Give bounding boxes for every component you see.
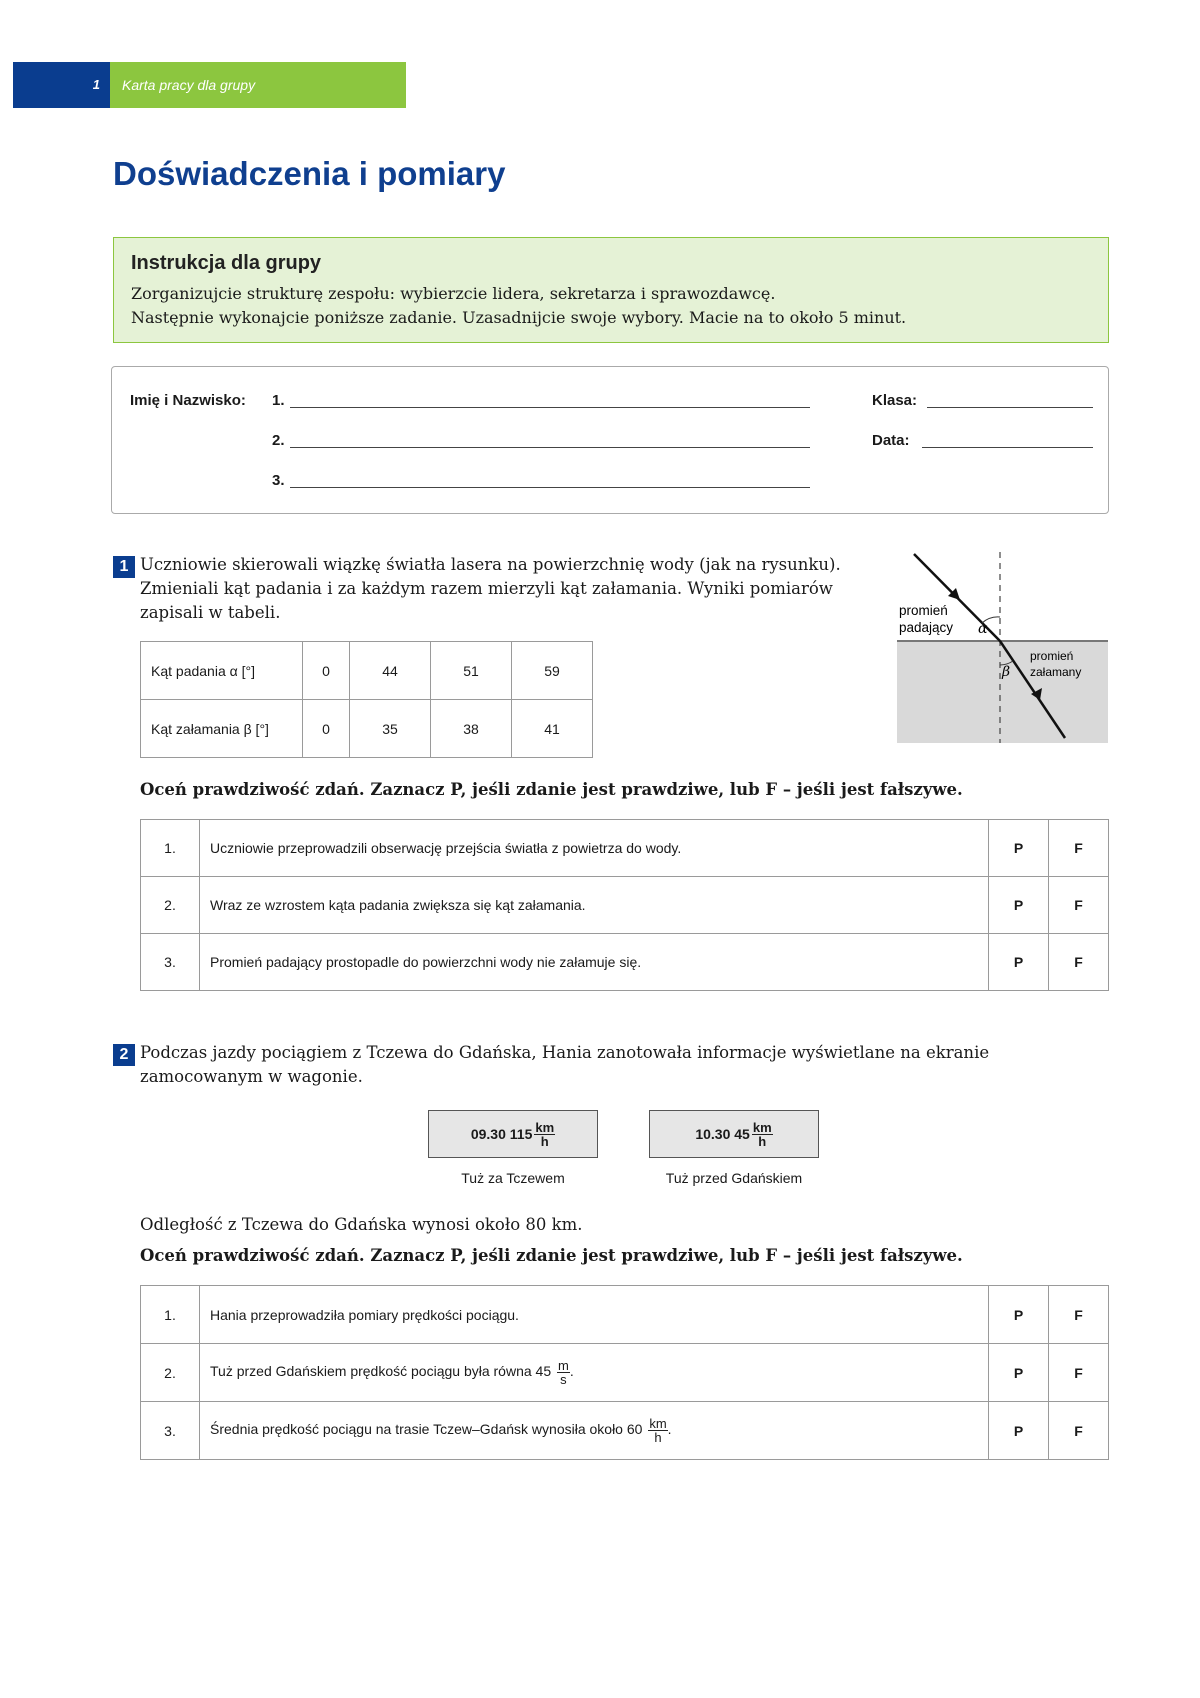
true-option[interactable]: P bbox=[989, 877, 1049, 934]
class-label: Klasa: bbox=[872, 392, 918, 409]
alpha-label: α bbox=[978, 621, 988, 637]
unit-denominator: h bbox=[654, 1430, 662, 1445]
name-row-2-line[interactable] bbox=[290, 447, 810, 448]
train-display-2 bbox=[649, 1110, 819, 1158]
statement-period: . bbox=[667, 1421, 672, 1438]
train-display-1 bbox=[428, 1110, 598, 1158]
student-info-box bbox=[111, 366, 1109, 514]
false-option[interactable]: F bbox=[1049, 820, 1109, 877]
angle-table bbox=[140, 641, 593, 758]
angle-table-row1-label: Kąt padania α [°] bbox=[141, 642, 303, 700]
statement-text: Średnia prędkość pociągu na trasie Tczew–Gdańsk wynosiła około 60 bbox=[210, 1421, 643, 1438]
unit-denominator: h bbox=[758, 1133, 767, 1149]
false-option[interactable]: F bbox=[1049, 934, 1109, 991]
statement-text: Hania przeprowadziła pomiary prędkości pociągu. bbox=[200, 1286, 989, 1344]
statement-row bbox=[141, 934, 1109, 991]
true-option[interactable]: P bbox=[989, 934, 1049, 991]
train-display-1-value: 09.30 115 bbox=[470, 1126, 533, 1142]
true-option[interactable]: P bbox=[989, 1344, 1049, 1402]
false-option[interactable]: F bbox=[1049, 1286, 1109, 1344]
statement-text-cell bbox=[200, 1402, 989, 1460]
train-display-2-value: 10.30 45 bbox=[695, 1126, 750, 1142]
header-label: Karta pracy dla grupy bbox=[122, 77, 256, 93]
name-row-2-number: 2. bbox=[272, 432, 285, 449]
true-option[interactable]: P bbox=[989, 1286, 1049, 1344]
statement-text: Tuż przed Gdańskiem prędkość pociągu była równa 45 bbox=[210, 1363, 552, 1380]
angle-table-cell: 41 bbox=[511, 700, 592, 758]
beta-label: β bbox=[1002, 664, 1011, 680]
distance-text: Odległość z Tczewa do Gdańska wynosi około 80 km. bbox=[140, 1215, 583, 1234]
statement-row bbox=[141, 1344, 1109, 1402]
false-option[interactable]: F bbox=[1049, 1402, 1109, 1460]
unit-denominator: h bbox=[540, 1133, 549, 1149]
angle-table-cell: 51 bbox=[431, 642, 512, 700]
question-1-badge: 1 bbox=[113, 556, 135, 578]
statement-number: 3. bbox=[141, 1402, 200, 1460]
angle-table-cell: 0 bbox=[303, 642, 350, 700]
unit-numerator: km bbox=[649, 1416, 667, 1431]
statement-text: Promień padający prostopadle do powierzchni wody nie załamuje się. bbox=[200, 934, 989, 991]
unit-numerator: km bbox=[535, 1119, 555, 1135]
true-option[interactable]: P bbox=[989, 1402, 1049, 1460]
question-1-text-line-1: Uczniowie skierowali wiązkę światła lasera na powierzchnię wody (jak na rysunku). bbox=[140, 555, 841, 574]
false-option[interactable]: F bbox=[1049, 1344, 1109, 1402]
angle-table-cell: 35 bbox=[350, 700, 431, 758]
name-row-1-number: 1. bbox=[272, 392, 285, 409]
statement-number: 3. bbox=[141, 934, 200, 991]
statement-text: Uczniowie przeprowadzili obserwację przejścia światła z powietrza do wody. bbox=[200, 820, 989, 877]
instruction-line-1: Zorganizujcie strukturę zespołu: wybierzcie lidera, sekretarza i sprawozdawcę. bbox=[131, 284, 776, 303]
question-1-text-line-3: zapisali w tabeli. bbox=[140, 603, 281, 622]
question-2-text-line-1: Podczas jazdy pociągiem z Tczewa do Gdańska, Hania zanotowała informacje wyświetlane na ekranie bbox=[140, 1043, 990, 1062]
statement-period: . bbox=[569, 1363, 574, 1380]
angle-table-cell: 44 bbox=[350, 642, 431, 700]
train-display-2-unit bbox=[752, 1121, 773, 1148]
speed-unit-fraction bbox=[648, 1417, 667, 1444]
unit-numerator: km bbox=[752, 1119, 772, 1135]
unit-denominator: s bbox=[560, 1372, 567, 1387]
angle-table-cell: 0 bbox=[303, 700, 350, 758]
instruction-line-2: Następnie wykonajcie poniższe zadanie. Uzasadnijcie swoje wybory. Macie na to około 5 minut. bbox=[131, 308, 907, 327]
question-1-text-line-2: Zmieniali kąt padania i za każdym razem mierzyli kąt załamania. Wyniki pomiarów bbox=[140, 579, 833, 598]
question-2-text-line-2: zamocowanym w wagonie. bbox=[140, 1067, 363, 1086]
statement-number: 1. bbox=[141, 820, 200, 877]
statement-text: Wraz ze wzrostem kąta padania zwiększa się kąt załamania. bbox=[200, 877, 989, 934]
instruction-box bbox=[113, 237, 1109, 343]
refraction-diagram bbox=[890, 548, 1110, 748]
name-label: Imię i Nazwisko: bbox=[130, 392, 246, 409]
statement-text-cell bbox=[200, 1344, 989, 1402]
date-label: Data: bbox=[872, 432, 910, 449]
instruction-title: Instrukcja dla grupy bbox=[131, 252, 322, 274]
name-row-3-line[interactable] bbox=[290, 487, 810, 488]
unit-numerator: m bbox=[558, 1358, 569, 1373]
header-label-block bbox=[110, 62, 406, 108]
true-option[interactable]: P bbox=[989, 820, 1049, 877]
question-1-statements-table bbox=[140, 819, 1109, 991]
train-display-2-caption: Tuż przed Gdańskiem bbox=[665, 1170, 803, 1186]
question-1-instruction: Oceń prawdziwość zdań. Zaznacz P, jeśli zdanie jest prawdziwe, lub F – jeśli jest fałszywe. bbox=[140, 780, 963, 799]
name-row-3-number: 3. bbox=[272, 472, 285, 489]
statement-row bbox=[141, 877, 1109, 934]
question-2-statements-table bbox=[140, 1285, 1109, 1460]
statement-number: 2. bbox=[141, 877, 200, 934]
date-line[interactable] bbox=[922, 447, 1093, 448]
incident-label-1: promień bbox=[899, 603, 948, 618]
header-number-block bbox=[13, 62, 110, 108]
train-display-1-unit bbox=[534, 1121, 555, 1148]
question-2-badge: 2 bbox=[113, 1044, 135, 1066]
water-area bbox=[897, 641, 1108, 743]
statement-number: 2. bbox=[141, 1344, 200, 1402]
speed-unit-fraction bbox=[557, 1359, 570, 1386]
name-row-1-line[interactable] bbox=[290, 407, 810, 408]
angle-table-cell: 38 bbox=[431, 700, 512, 758]
class-line[interactable] bbox=[927, 407, 1093, 408]
statement-row bbox=[141, 1286, 1109, 1344]
angle-table-cell: 59 bbox=[511, 642, 592, 700]
refracted-label-2: załamany bbox=[1030, 665, 1082, 679]
angle-table-row2-label: Kąt załamania β [°] bbox=[141, 700, 303, 758]
statement-row bbox=[141, 820, 1109, 877]
question-2-instruction: Oceń prawdziwość zdań. Zaznacz P, jeśli zdanie jest prawdziwe, lub F – jeśli jest fałszywe. bbox=[140, 1246, 963, 1265]
train-display-1-caption: Tuż za Tczewem bbox=[461, 1170, 565, 1186]
page-title: Doświadczenia i pomiary bbox=[113, 155, 506, 192]
refracted-label-1: promień bbox=[1030, 649, 1074, 663]
statement-row bbox=[141, 1402, 1109, 1460]
incident-label-2: padający bbox=[899, 620, 954, 635]
false-option[interactable]: F bbox=[1049, 877, 1109, 934]
statement-number: 1. bbox=[141, 1286, 200, 1344]
header-number: 1 bbox=[92, 77, 100, 92]
